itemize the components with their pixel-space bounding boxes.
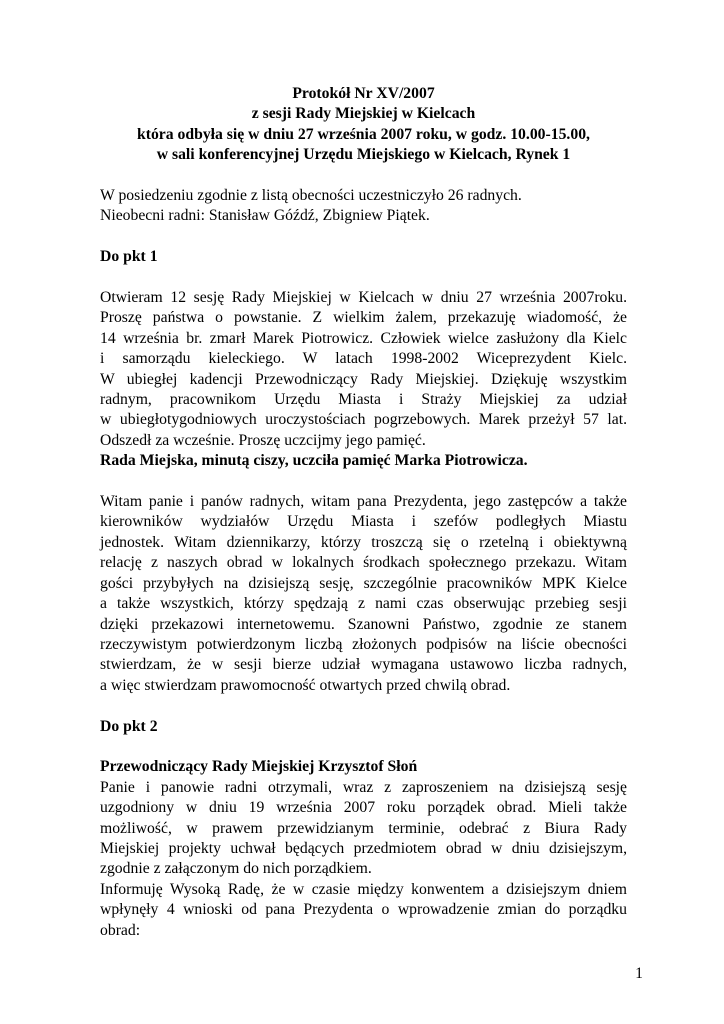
paragraph-line: Panie i panowie radni otrzymali, wraz z zaproszeniem na dzisiejszą sesję xyxy=(100,778,627,796)
paragraph-line: Otwieram 12 sesję Rady Miejskiej w Kielcach w dniu 27 września 2007roku. xyxy=(100,289,627,307)
document-page xyxy=(100,84,627,941)
attendance-line-1: W posiedzeniu zgodnie z listą obecności uczestniczyło 26 radnych. xyxy=(100,187,522,205)
pkt2-heading: Do pkt 2 xyxy=(100,717,158,735)
pkt2-paragraph-1 xyxy=(100,778,627,880)
paragraph-line: w ubiegłotygodniowych uroczystościach pogrzebowych. Marek przeżył 57 lat. xyxy=(100,411,627,429)
paragraph-line: relację z naszych obrad w lokalnych środkach społecznego przekazu. Witam xyxy=(100,554,627,572)
paragraph-line: Miejskiej projekty uchwał będących przedmiotem obrad w dniu dzisiejszym, xyxy=(100,839,627,857)
paragraph-line: obrad: xyxy=(100,921,141,939)
page-number: 1 xyxy=(635,965,643,982)
title-line-2: z sesji Rady Miejskiej w Kielcach xyxy=(251,105,476,123)
attendance-line-2: Nieobecni radni: Stanisław Góźdź, Zbigniew Piątek. xyxy=(100,207,430,225)
pkt1-paragraph-2 xyxy=(100,492,627,696)
paragraph-line: kierowników wydziałów Urzędu Miasta i szefów podległych Miastu xyxy=(100,513,627,531)
title-line-4: w sali konferencyjnej Urzędu Miejskiego w Kielcach, Rynek 1 xyxy=(156,146,571,164)
document-title xyxy=(100,84,627,166)
paragraph-line: Informuję Wysoką Radę, że w czasie między konwentem a dzisiejszym dniem xyxy=(100,880,627,898)
paragraph-line: a więc stwierdzam prawomocność otwartych przed chwilą obrad. xyxy=(100,676,511,694)
paragraph-line: dzięki przekazowi internetowemu. Szanowni Państwo, zgodnie ze stanem xyxy=(100,615,627,633)
title-line-1: Protokół Nr XV/2007 xyxy=(292,85,435,102)
paragraph-line: zgodnie z załączonym do nich porządkiem. xyxy=(100,860,372,878)
paragraph-line: W ubiegłej kadencji Przewodniczący Rady Miejskiej. Dziękuję wszystkim xyxy=(100,370,627,388)
paragraph-line: radnym, pracownikom Urzędu Miasta i Straży Miejskiej za udział xyxy=(100,391,627,409)
paragraph-line: gości przybyłych na dzisiejszą sesję, szczególnie pracowników MPK Kielce xyxy=(100,574,627,592)
paragraph-line: a także wszystkich, którzy spędzają z nami czas obserwując przebieg sesji xyxy=(100,595,627,613)
pkt1-heading: Do pkt 1 xyxy=(100,248,158,266)
paragraph-line: 14 września br. zmarł Marek Piotrowicz. Człowiek wielce zasłużony dla Kielc xyxy=(100,329,627,347)
paragraph-line: Witam panie i panów radnych, witam pana Prezydenta, jego zastępców a także xyxy=(100,493,627,511)
paragraph-line: stwierdzam, że w sesji bierze udział wymagana ustawowo liczba radnych, xyxy=(100,656,627,674)
paragraph-line: i samorządu kieleckiego. W latach 1998-2002 Wiceprezydent Kielc. xyxy=(100,350,627,368)
paragraph-line: Odszedł za wcześnie. Proszę uczcijmy jego pamięć. xyxy=(100,431,426,449)
paragraph-line: uzgodniony w dniu 19 września 2007 roku porządek obrad. Mieli także xyxy=(100,799,627,817)
paragraph-line: wpłynęły 4 wnioski od pana Prezydenta o wprowadzenie zmian do porządku xyxy=(100,901,627,919)
paragraph-line: możliwość, w prawem przewidzianym terminie, odebrać z Biura Rady xyxy=(100,819,627,837)
paragraph-line: Proszę państwa o powstanie. Z wielkim żalem, przekazuję wiadomość, że xyxy=(100,309,627,327)
paragraph-line: jednostek. Witam dziennikarzy, którzy troszczą się o rzetelną i obiektywną xyxy=(100,533,627,551)
title-line-3: która odbyła się w dniu 27 września 2007 roku, w godz. 10.00-15.00, xyxy=(137,125,590,143)
paragraph-line: rzeczywistym potwierdzonym liczbą złożonych podpisów na liście obecności xyxy=(100,635,627,653)
pkt2-paragraph-2 xyxy=(100,880,627,941)
attendance-info xyxy=(100,186,627,227)
pkt1-paragraph-1 xyxy=(100,288,627,451)
minute-silence-note: Rada Miejska, minutą ciszy, uczciła pamięć Marka Piotrowicza. xyxy=(100,452,528,470)
speaker-name: Przewodniczący Rady Miejskiej Krzysztof Słoń xyxy=(100,758,418,776)
